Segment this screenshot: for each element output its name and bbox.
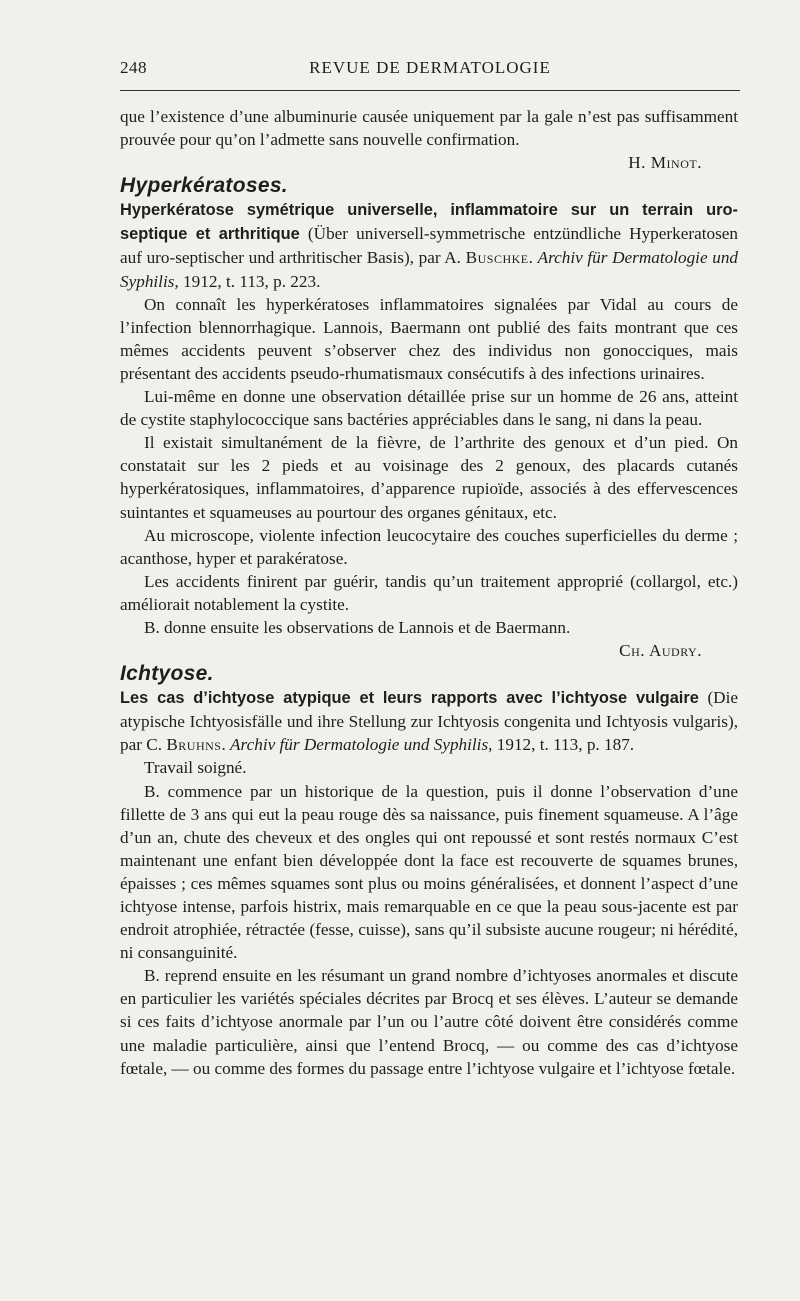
article-reference-1: Hyperkératose symétrique universelle, inflammatoire sur un terrain uro-septique et arthritique (Über universell-symmetrische entzündliche Hyperkeratosen auf uro-septischer und arthritischer Basis), par A. Buschke. Archiv für Dermatologie und Syphilis, 1912, t. 113, p. 223. (120, 201, 739, 291)
page-header (120, 58, 740, 84)
signature-audry: Ch. Audry. (619, 641, 702, 661)
page-number: 248 (120, 58, 147, 77)
paragraph: Les accidents finirent par guérir, tandis qu’un traitement approprié (collargol, etc.) améliorait notablement la cystite. (120, 571, 738, 614)
section-heading-hyperkeratoses: Hyperkératoses. (120, 174, 288, 198)
paragraph: B. commence par un historique de la question, puis il donne l’observation d’une fillette de 3 ans qui eut la peau rouge dès sa naissance, puis finement squameuse. A l’âge d’un an, chute des cheveux et des ongles qui ont repoussé et sont restés normaux C’est maintenant une enfant bien développée dont la face est recouverte de squames brunes, épaisses ; ces mêmes squames sont plus ou moins généralisées, et donnent l’aspect d’une ichtyose intense, parfois histrix, mais remarquable en ce que la peau sous-jacente est par endroit atrophiée, rétractée (fesse, cuisse), sans qu’il subsiste aucune rougeur; ni hérédité, ni consanguinité. (120, 781, 738, 963)
paragraph: Au microscope, violente infection leucocytaire des couches superficielles du derme ; acanthose, hyper et parakératose. (120, 525, 738, 568)
journal-1: Archiv für Dermatologie und Syphilis, (120, 248, 739, 291)
paragraph: Il existait simultanément de la fièvre, de l’arthrite des genoux et d’un pied. On constatait sur les 2 pieds et au voisinage des 2 genoux, des placards cutanés hyperkératosiques, inflammatoires, d’apparence rupioïde, associés à des effervescences suintantes et squameuses au pourtour des organes génitaux, etc. (120, 433, 738, 522)
german-title-2: (Die atypische Ichtyosisfälle und ihre Stellung zur Ichtyosis congenita und Ichtyosis vulgaris), par C. (120, 688, 738, 755)
paragraph: B. reprend ensuite en les résumant un grand nombre d’ichtyoses anormales et discute en particulier les variétés spéciales décrites par Brocq et ses élèves. L’auteur se demande si ces faits d’ichtyose anormale par l’un ou l’autre côté doivent être considérés comme une maladie particulière, ainsi que l’entend Brocq, — ou comme des cas d’ichtyose fœtale, — ou comme des formes du passage entre l’ichtyose vulgaire et l’ichtyose fœtale. (120, 966, 738, 1078)
german-title-1: (Über universell-symmetrische entzündliche Hyperkeratosen auf uro-septischer und arthritischer Basis), par A. (120, 224, 738, 268)
paragraph: B. donne ensuite les observations de Lannois et de Baermann. (144, 617, 571, 637)
intro-paragraph: que l’existence d’une albuminurie causée uniquement par la gale n’est pas suffisamment prouvée pour qu’on l’admette sans nouvelle confirmation. (120, 107, 738, 150)
journal-2: Archiv für Dermatologie und Syphilis, (230, 735, 493, 755)
paragraph: Lui-même en donne une observation détaillée prise sur un homme de 26 ans, atteint de cystite staphylococcique sans bactéries appréciables dans le sang, ni dans la peau. (120, 387, 738, 430)
signature-minot: H. Minot. (628, 153, 702, 173)
article-title-1: Hyperkératose symétrique universelle, inflammatoire sur un terrain uro-septique et arthritique (120, 201, 738, 244)
article-title-2: Les cas d’ichtyose atypique et leurs rapports avec l’ichtyose vulgaire (120, 689, 699, 708)
paragraph: On connaît les hyperkératoses inflammatoires signalées par Vidal au cours de l’infection blennorrhagique. Lannois, Baermann ont publié des faits montrant que ces mêmes accidents peuvent s’observer chez des individus non gonocciques, mais présentant des accidents pseudo-rhumatismaux consécutifs à des infections urinaires. (120, 294, 738, 383)
citation-2: 1912, t. 113, p. 187. (492, 735, 635, 755)
citation-1: 1912, t. 113, p. 223. (178, 271, 321, 291)
header-rule (120, 90, 740, 91)
section-heading-ichtyose: Ichtyose. (120, 662, 214, 686)
author-2: Bruhns (166, 735, 222, 755)
article-reference-2: Les cas d’ichtyose atypique et leurs rapports avec l’ichtyose vulgaire (Die atypische Ichtyosisfälle und ihre Stellung zur Ichtyosis congenita und Ichtyosis vulgaris), par C. Bruhns. Archiv für Dermatologie und Syphilis, 1912, t. 113, p. 187. (120, 688, 738, 755)
running-title: REVUE DE DERMATOLOGIE (309, 58, 551, 77)
author-1: Buschke (465, 248, 529, 268)
paragraph: Travail soigné. (144, 758, 247, 778)
text-column (120, 105, 738, 1080)
